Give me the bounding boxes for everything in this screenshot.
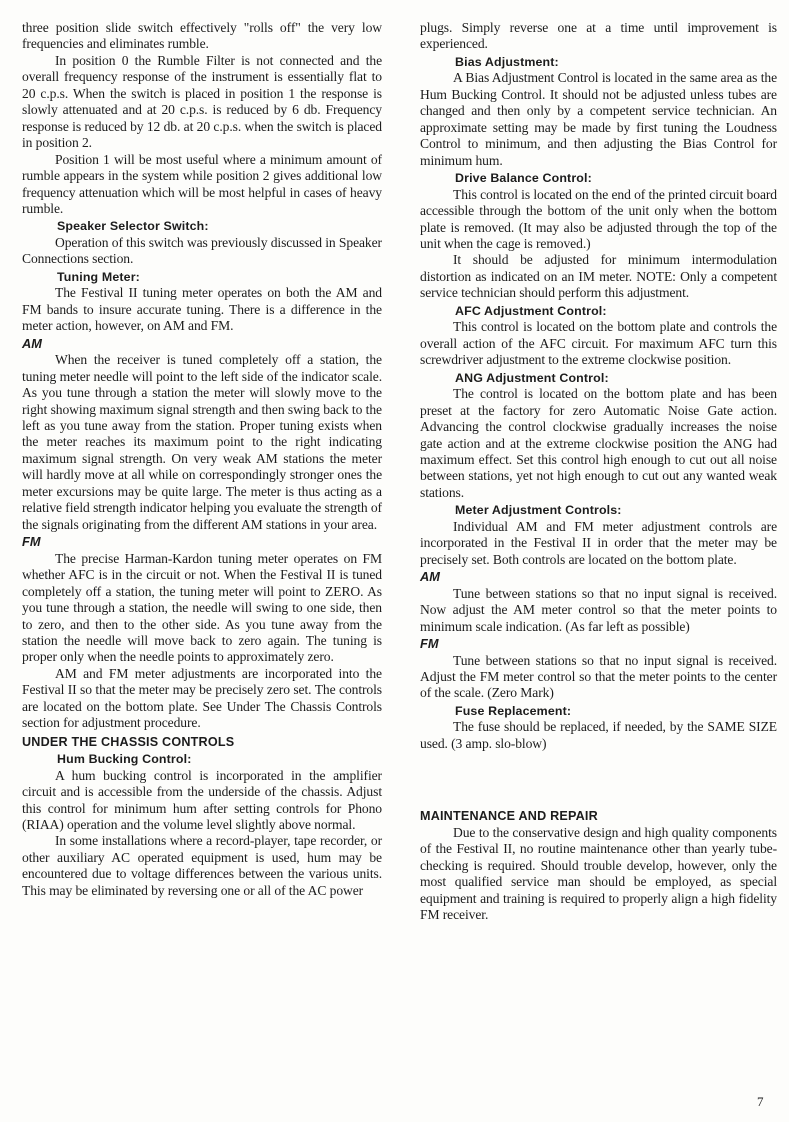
paragraph: AM and FM meter adjustments are incorporated into the Festival II so that the meter may be precisely zero set. The controls are located on the bottom plate. See Under The Chassis Controls section for adjustment procedure. (22, 665, 382, 731)
subsection-heading-bias-adjustment: Bias Adjustment: (455, 54, 559, 69)
band-heading-am: AM (420, 569, 440, 585)
subsection-heading-ang-adjustment-control: ANG Adjustment Control: (455, 370, 609, 385)
paragraph: Tune between stations so that no input signal is received. Now adjust the AM meter control so that the meter points to minimum scale indication. (As far left as possible) (420, 585, 777, 634)
subsection-heading-meter-adjustment-controls: Meter Adjustment Controls: (455, 503, 622, 518)
paragraph: three position slide switch effectively "rolls off" the very low frequencies and eliminates rumble. (22, 20, 382, 52)
subsection-heading-afc-adjustment-control: AFC Adjustment Control: (455, 303, 607, 318)
section-heading-under-the-chassis-controls: UNDER THE CHASSIS CONTROLS (22, 734, 235, 749)
subsection-heading-hum-bucking-control: Hum Bucking Control: (57, 752, 192, 767)
section-heading-maintenance-and-repair: MAINTENANCE AND REPAIR (420, 809, 598, 824)
paragraph: Due to the conservative design and high quality components of the Festival II, no routine maintenance other than yearly tube-checking is required. Should trouble develop, however, only the most qualified service man should be employed, as special equipment and training is required to properly align a high fidelity FM receiver. (420, 824, 777, 923)
paragraph: In position 0 the Rumble Filter is not connected and the overall frequency response of the instrument is essentially flat to 20 c.p.s. When the switch is placed in position 1 the response is slowly attenuated and at 20 c.p.s. is reduced by 6 db. Frequency response is reduced by 12 db. at 20 c.p.s. when the switch is placed in position 2. (22, 52, 382, 151)
paragraph: This control is located on the bottom plate and controls the overall action of the AFC circuit. For maximum AFC turn this screwdriver adjustment to the extreme clockwise position. (420, 319, 777, 368)
subsection-heading-drive-balance-control: Drive Balance Control: (455, 171, 592, 186)
subsection-heading-tuning-meter: Tuning Meter: (57, 269, 140, 284)
paragraph: It should be adjusted for minimum intermodulation distortion as indicated on an IM meter. NOTE: Only a competent service technician should perform this adjustment. (420, 252, 777, 301)
subsection-heading-speaker-selector-switch: Speaker Selector Switch: (57, 219, 209, 234)
paragraph: Operation of this switch was previously discussed in Speaker Connections section. (22, 234, 382, 267)
paragraph: Position 1 will be most useful where a minimum amount of rumble appears in the system while position 2 gives additional low frequency attenuation which will be most helpful in cases of heavy rumble. (22, 151, 382, 216)
band-heading-am: AM (22, 335, 42, 351)
right-column (420, 20, 777, 924)
paragraph: When the receiver is tuned completely off a station, the tuning meter needle will point to the left side of the indicator scale. As you tune through a station the meter will slowly move to the right showing maximum signal strength and then swing back to the left as you tune away from the station. Proper tuning exists when the meter reaches its maximum point to the right indicating maximum signal strength. On very weak AM stations the meter will hardly move at all while on correspondingly stronger ones the meter excursions may be quite large. The meter is thus acting as a relative field strength indicator helping you evaluate the strength of the signals originating from the different AM stations in your area. (22, 352, 382, 532)
paragraph: A Bias Adjustment Control is located in the same area as the Hum Bucking Control. It should not be adjusted unless tubes are changed and then only by a competent service technician. An approximate setting may be made by first tuning the Loudness Control to minimum, and then adjusting the Bias Control for minimum hum. (420, 70, 777, 168)
band-heading-fm: FM (420, 636, 439, 652)
paragraph: A hum bucking control is incorporated in the amplifier circuit and is accessible from the underside of the chassis. Adjust this control for minimum hum after setting controls for Phono (RIAA) operation and the volume level slightly above normal. (22, 767, 382, 833)
paragraph: Tune between stations so that no input signal is received. Adjust the FM meter control so that the meter points to the center of the scale. (Zero Mark) (420, 652, 777, 701)
paragraph: The control is located on the bottom plate and has been preset at the factory for zero Automatic Noise Gate action. Advancing the control clockwise gradually increases the noise gate action and at the extreme clockwise position the ANG had maximum effect. Set this control high enough to cut out all noise between stations, yet not high enough to cut out any wanted weak stations. (420, 386, 777, 500)
paragraph: The Festival II tuning meter operates on both the AM and FM bands to insure accurate tuning. There is a difference in the meter action, however, on AM and FM. (22, 285, 382, 334)
paragraph: plugs. Simply reverse one at a time until improvement is experienced. (420, 20, 777, 52)
section-spacer (420, 752, 777, 806)
paragraph: Individual AM and FM meter adjustment controls are incorporated in the Festival II in order that the meter may be precisely set. Both controls are located on the bottom plate. (420, 518, 777, 567)
paragraph: The precise Harman-Kardon tuning meter operates on FM whether AFC is in the circuit or not. When the Festival II is tuned completely off a station, the tuning meter will point to ZERO. As you tune through a station, the needle will swing to one side, then to zero, and then to the other side. As you tune away from the station the needle will move back to zero again. The tuning is proper only when the needle points to approximately zero. (22, 550, 382, 665)
paragraph: This control is located on the end of the printed circuit board accessible through the bottom of the unit only when the bottom plate is removed. (It may also be adjusted through the top of the unit when the cage is removed.) (420, 186, 778, 251)
paragraph: In some installations where a record-player, tape recorder, or other auxiliary AC operated equipment is used, hum may be encountered due to voltage differences between the various units. This may be eliminated by reversing one or all of the AC power (22, 833, 382, 898)
band-heading-fm: FM (22, 534, 41, 550)
page-number: 7 (757, 1094, 764, 1109)
subsection-heading-fuse-replacement: Fuse Replacement: (455, 703, 572, 718)
left-column (22, 20, 382, 899)
paragraph: The fuse should be replaced, if needed, by the SAME SIZE used. (3 amp. slo-blow) (420, 719, 777, 751)
